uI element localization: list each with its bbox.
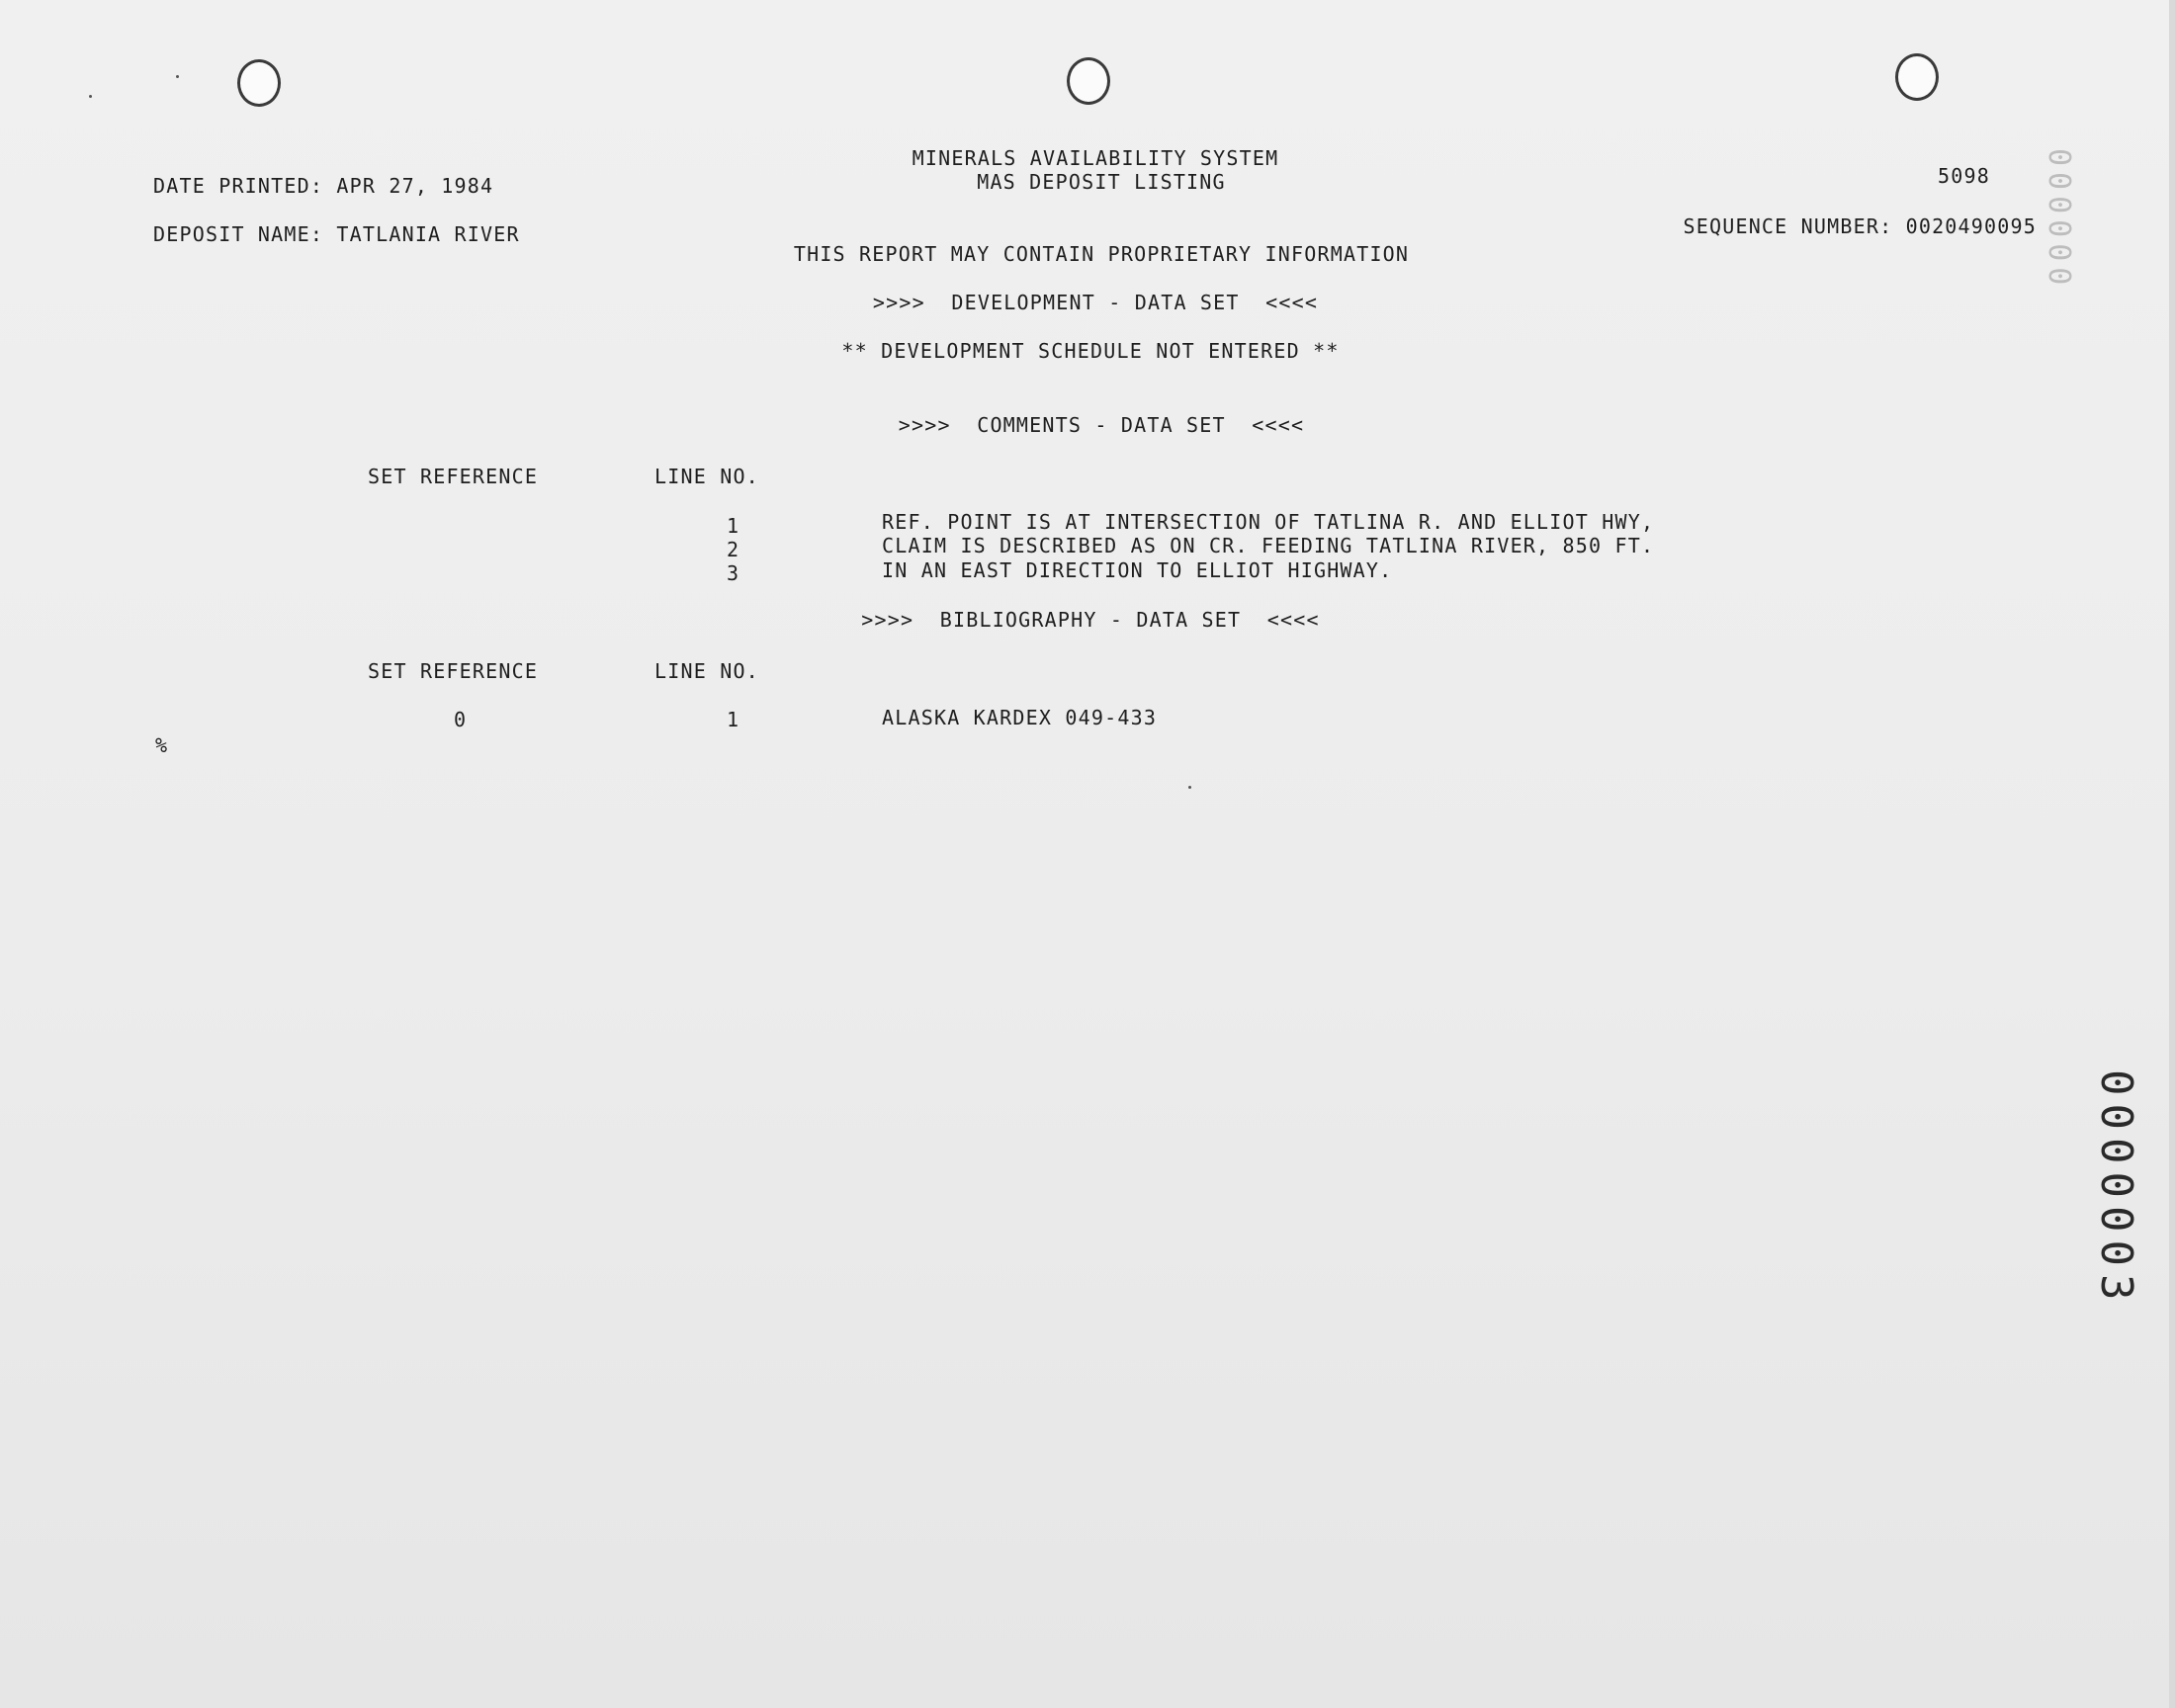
table-row-set-reference: 0 xyxy=(454,708,468,731)
end-marker: % xyxy=(155,733,169,757)
table-row-text: REF. POINT IS AT INTERSECTION OF TATLINA R. AND ELLIOT HWY, xyxy=(882,510,1655,534)
table-row-text: ALASKA KARDEX 049-433 xyxy=(882,706,1158,729)
comments-heading: >>>> COMMENTS - DATA SET <<<< xyxy=(898,413,1305,437)
listing-title: MAS DEPOSIT LISTING xyxy=(977,170,1226,194)
page-number: 5098 xyxy=(1938,164,1990,188)
proprietary-notice: THIS REPORT MAY CONTAIN PROPRIETARY INFORMATION xyxy=(793,242,1410,266)
ink-speck xyxy=(176,75,179,78)
comments-col-set-reference: SET REFERENCE xyxy=(368,465,539,488)
bibliography-col-set-reference: SET REFERENCE xyxy=(368,659,539,683)
table-row-line: 2 xyxy=(727,538,740,561)
table-row-text: IN AN EAST DIRECTION TO ELLIOT HIGHWAY. xyxy=(882,558,1393,582)
faint-stamp-number: 000000 xyxy=(2042,148,2076,292)
stamp-number: 0000003 xyxy=(2091,1069,2141,1309)
development-note: ** DEVELOPMENT SCHEDULE NOT ENTERED ** xyxy=(841,339,1340,363)
punch-hole-left xyxy=(237,59,281,107)
system-title: MINERALS AVAILABILITY SYSTEM xyxy=(912,146,1279,170)
sequence-number: SEQUENCE NUMBER: 0020490095 xyxy=(1683,214,2037,238)
table-row-text: CLAIM IS DESCRIBED AS ON CR. FEEDING TATLINA RIVER, 850 FT. xyxy=(882,534,1655,557)
table-row-line: 1 xyxy=(727,708,740,731)
ink-speck xyxy=(89,95,92,98)
punch-hole-center xyxy=(1067,57,1110,105)
date-printed: DATE PRINTED: APR 27, 1984 xyxy=(153,174,494,198)
development-heading: >>>> DEVELOPMENT - DATA SET <<<< xyxy=(872,291,1319,314)
table-row-line: 1 xyxy=(727,514,740,538)
bibliography-col-line-no: LINE NO. xyxy=(654,659,759,683)
ink-speck xyxy=(1188,786,1191,789)
deposit-name: DEPOSIT NAME: TATLANIA RIVER xyxy=(153,222,520,246)
comments-col-line-no: LINE NO. xyxy=(654,465,759,488)
table-row-line: 3 xyxy=(727,561,740,585)
page-edge xyxy=(2169,0,2175,1708)
bibliography-heading: >>>> BIBLIOGRAPHY - DATA SET <<<< xyxy=(861,608,1320,632)
punch-hole-right xyxy=(1895,53,1939,101)
